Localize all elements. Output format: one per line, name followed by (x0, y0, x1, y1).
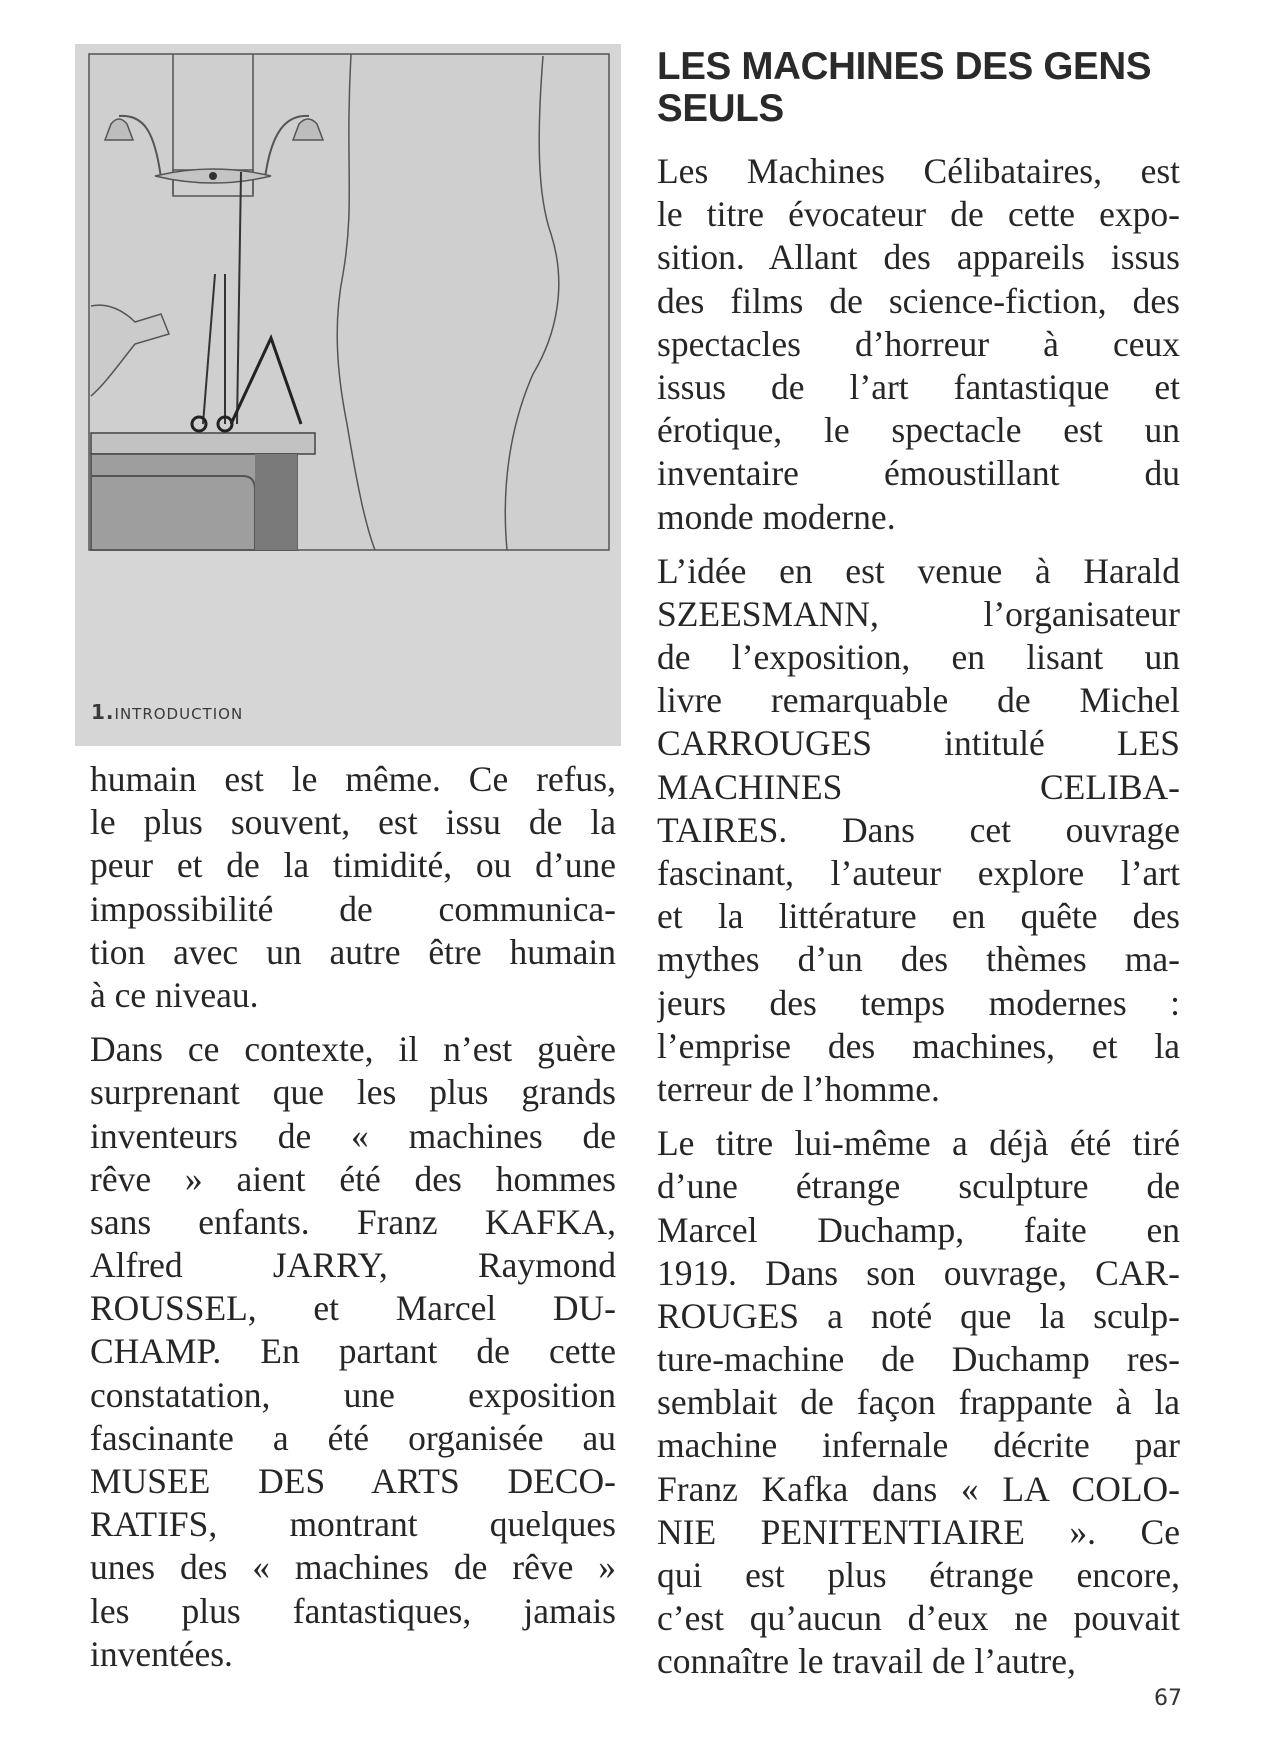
text-line: connaître le travail de l’autre, (657, 1641, 1076, 1682)
machine-sketch-image (75, 44, 621, 746)
text-line: ROUGES a noté que la sculp- (657, 1295, 1180, 1336)
text-line: des films de science-fiction, des (657, 280, 1180, 321)
text-line: fascinante a été organisée au (90, 1417, 616, 1458)
text-line: peur et de la timidité, ou d’une (90, 845, 616, 886)
text-line: sition. Allant des appareils issus (657, 237, 1180, 278)
text-line: ROUSSEL, et Marcel DU- (90, 1288, 616, 1329)
text-line: érotique, le spectacle est un (657, 410, 1180, 451)
text-line: MUSEE DES ARTS DECO- (90, 1461, 616, 1501)
text-line: Alfred JARRY, Raymond (90, 1245, 616, 1286)
text-line: sans enfants. Franz KAFKA, (90, 1201, 616, 1242)
illustration-figure (75, 44, 621, 746)
text-line: CHAMP. En partant de cette (90, 1331, 616, 1372)
text-line: qui est plus étrange encore, (657, 1555, 1180, 1595)
text-line: spectacles d’horreur à ceux (657, 323, 1180, 364)
text-line: inventées. (90, 1633, 233, 1674)
paragraph (90, 758, 616, 1017)
text-line: unes des « machines de rêve » (90, 1547, 616, 1588)
text-line: RATIFS, montrant quelques (90, 1504, 616, 1545)
text-line: humain est le même. Ce refus, (90, 759, 616, 799)
text-line: inventeurs de « machines de (90, 1115, 616, 1156)
text-line: constatation, une exposition (90, 1374, 616, 1415)
paragraph (90, 1028, 616, 1676)
paragraph (657, 550, 1180, 1111)
text-line: mythes d’un des thèmes ma- (657, 939, 1180, 980)
text-line: issus de l’art fantastique et (657, 366, 1180, 407)
text-line: ture-machine de Duchamp res- (657, 1339, 1180, 1380)
text-line: semblait de façon frappante à la (657, 1382, 1180, 1423)
text-line: impossibilité de communica- (90, 888, 616, 929)
text-line: inventaire émoustillant du (657, 453, 1180, 494)
figure-caption (91, 700, 243, 724)
text-line: L’idée en est venue à Harald (657, 550, 1180, 591)
text-line: Marcel Duchamp, faite en (657, 1209, 1180, 1250)
text-line: à ce niveau. (90, 974, 259, 1015)
text-line: Les Machines Célibataires, est (657, 151, 1180, 191)
text-line: NIE PENITENTIAIRE ». Ce (657, 1511, 1180, 1552)
text-line: machine infernale décrite par (657, 1425, 1180, 1466)
text-line: rêve » aient été des hommes (90, 1158, 616, 1199)
text-line: d’une étrange sculpture de (657, 1166, 1180, 1207)
text-line: Dans ce contexte, il n’est guère (90, 1029, 616, 1070)
text-line: 1919. Dans son ouvrage, CAR- (657, 1252, 1180, 1293)
text-line: jeurs des temps modernes : (657, 982, 1180, 1023)
heading-line: SEULS (657, 88, 784, 130)
page-number: 67 (1154, 1686, 1182, 1711)
text-line: SZEESMANN, l’organisateur (657, 593, 1180, 634)
text-line: CARROUGES intitulé LES (657, 723, 1180, 764)
text-line: Franz Kafka dans « LA COLO- (657, 1468, 1180, 1509)
text-line: de l’exposition, en lisant un (657, 637, 1180, 678)
text-line: et la littérature en quête des (657, 896, 1180, 937)
text-line: c’est qu’aucun d’eux ne pouvait (657, 1598, 1180, 1639)
text-line: les plus fantastiques, jamais (90, 1590, 616, 1631)
figure-caption-label: INTRODUCTION (114, 705, 244, 723)
left-column (90, 758, 616, 1687)
figure-caption-number: 1. (91, 700, 115, 724)
paragraph (657, 150, 1180, 539)
article-heading (657, 46, 1183, 130)
text-line: l’emprise des machines, et la (657, 1025, 1180, 1066)
text-line: le plus souvent, est issu de la (90, 802, 616, 843)
text-line: MACHINES CELIBA- (657, 766, 1180, 807)
paragraph (657, 1122, 1180, 1683)
right-column (657, 150, 1180, 1695)
text-line: tion avec un autre être humain (90, 931, 616, 972)
text-line: terreur de l’homme. (657, 1068, 940, 1109)
text-line: livre remarquable de Michel (657, 680, 1180, 721)
text-line: le titre évocateur de cette expo- (657, 194, 1180, 235)
text-line: surprenant que les plus grands (90, 1072, 616, 1113)
text-line: TAIRES. Dans cet ouvrage (657, 809, 1180, 850)
heading-line: LES MACHINES DES GENS (657, 46, 1152, 88)
text-line: Le titre lui-même a déjà été tiré (657, 1123, 1180, 1164)
text-line: monde moderne. (657, 496, 896, 537)
text-line: fascinant, l’auteur explore l’art (657, 853, 1180, 893)
